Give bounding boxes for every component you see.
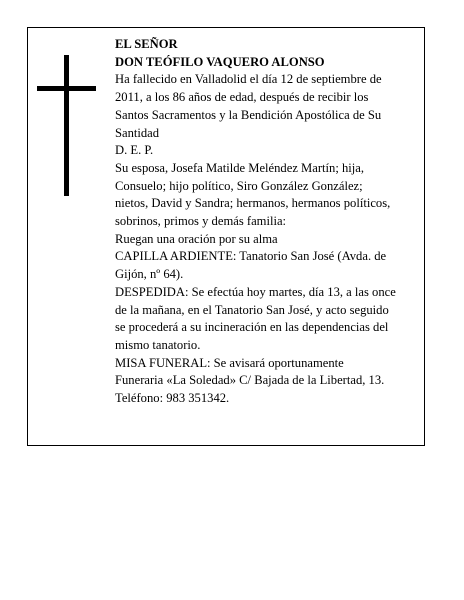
chapel-paragraph (115, 248, 417, 283)
family-paragraph-line: sobrinos, primos y demás familia: (115, 214, 287, 229)
death-paragraph-line: 2011, a los 86 años de edad, después de recibir los (115, 90, 369, 105)
family-paragraph (115, 160, 417, 231)
heading-title-line: EL SEÑOR (115, 37, 178, 51)
death-paragraph-line: Santidad (115, 125, 160, 140)
chapel-paragraph-line: CAPILLA ARDIENTE: Tanatorio San José (Avda. de (115, 249, 387, 264)
funeral-home-paragraph-line: Teléfono: 983 351342. (115, 391, 230, 406)
death-paragraph-line: Ha fallecido en Valladolid el día 12 de septiembre de (115, 72, 382, 87)
funeral-home-paragraph (115, 372, 417, 407)
family-paragraph-line: nietos, David y Sandra; hermanos, hermanos políticos, (115, 196, 391, 211)
rip-line: D. E. P. (115, 143, 154, 158)
cross-icon (64, 55, 69, 196)
death-paragraph-line: Santos Sacramentos y la Bendición Apostólica de Su (115, 107, 382, 122)
family-paragraph-line: Su esposa, Josefa Matilde Meléndez Martín; hija, (115, 160, 365, 175)
family-paragraph-line: Consuelo; hijo político, Siro González González; (115, 178, 363, 193)
farewell-paragraph-line: mismo tanatorio. (115, 337, 201, 352)
prayer-request-line: Ruegan una oración por su alma (115, 231, 278, 246)
funeral-home-paragraph-line: Funeraria «La Soledad» C/ Bajada de la Libertad, 13. (115, 373, 385, 388)
death-paragraph (115, 71, 417, 142)
cross-icon-crossbar (37, 86, 96, 91)
farewell-paragraph-line: se procederá a su incineración en las dependencias del (115, 320, 389, 335)
farewell-paragraph (115, 284, 417, 355)
farewell-paragraph-line: DESPEDIDA: Se efectúa hoy martes, día 13, a las once (115, 284, 396, 299)
obituary-text-block (115, 36, 417, 408)
chapel-paragraph-line: Gijón, nº 64). (115, 267, 184, 282)
farewell-paragraph-line: de la mañana, en el Tanatorio San José, y acto seguido (115, 302, 389, 317)
funeral-mass-line: MISA FUNERAL: Se avisará oportunamente (115, 355, 344, 370)
heading-name-line: DON TEÓFILO VAQUERO ALONSO (115, 54, 325, 69)
